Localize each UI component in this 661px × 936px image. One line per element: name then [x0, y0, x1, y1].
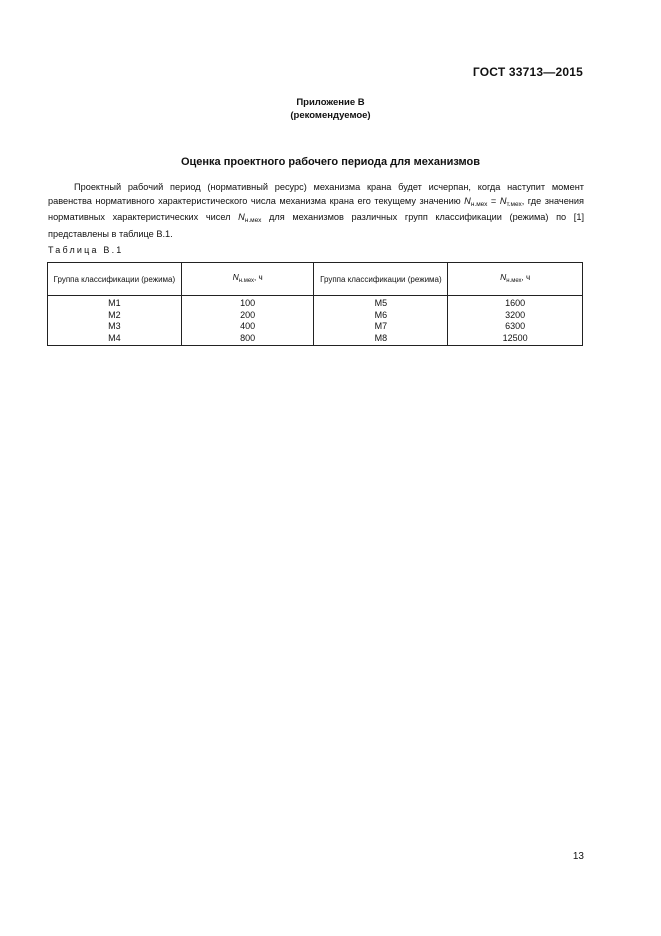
table-row — [48, 296, 583, 310]
cell-group: М3 — [48, 321, 182, 333]
cell-group: М2 — [48, 310, 182, 322]
symbol-sub: н.мех — [244, 217, 262, 225]
para-text-2: , где значения нормативных характеристических чисел — [48, 195, 584, 223]
table-row — [48, 321, 583, 333]
table-row — [48, 310, 583, 322]
symbol-sub: н.мех — [238, 277, 255, 284]
cell-value: 800 — [181, 333, 314, 346]
cell-group: М7 — [314, 321, 448, 333]
cell-value: 400 — [181, 321, 314, 333]
appendix-header — [0, 96, 661, 122]
symbol-n: N — [464, 195, 471, 206]
page-number: 13 — [572, 851, 584, 862]
symbol-n: N — [238, 212, 245, 223]
table-header-row — [48, 263, 583, 296]
equals-sign: = — [487, 195, 500, 206]
symbol-sub: н.мех — [506, 277, 522, 284]
cell-value: 3200 — [448, 310, 583, 322]
para-text-3: для механизмов различных групп классификации (режима) по [1] представлены в таблице В.1. — [48, 212, 584, 239]
symbol-sub: н.мех — [470, 200, 488, 208]
appendix-status: (рекомендуемое) — [290, 110, 371, 121]
cell-group: М6 — [314, 310, 448, 322]
unit-label: , ч — [521, 272, 531, 282]
cell-value: 6300 — [448, 321, 583, 333]
header-n-2 — [448, 263, 583, 296]
cell-value: 200 — [181, 310, 314, 322]
cell-value: 100 — [181, 296, 314, 310]
appendix-title: Приложение В — [296, 97, 365, 108]
table-row — [48, 333, 583, 346]
section-heading: Оценка проектного рабочего периода для механизмов — [180, 156, 481, 168]
body-paragraph — [48, 181, 584, 241]
cell-group: М4 — [48, 333, 182, 346]
symbol-n: N — [232, 271, 239, 282]
unit-label: , ч — [254, 272, 263, 282]
header-group-1: Группа классификации (режима) — [48, 263, 182, 296]
cell-value: 12500 — [448, 333, 583, 346]
standard-id: ГОСТ 33713—2015 — [472, 65, 583, 79]
symbol-sub: т.мех — [506, 200, 522, 208]
cell-group: М1 — [48, 296, 182, 310]
header-n-1 — [181, 263, 314, 296]
table-caption: Таблица В.1 — [48, 245, 124, 255]
classification-table — [47, 262, 583, 346]
cell-group: М5 — [314, 296, 448, 310]
symbol-n: N — [499, 195, 507, 206]
cell-value: 1600 — [448, 296, 583, 310]
para-text-1: Проектный рабочий период (нормативный ресурс) механизма крана будет исчерпан, когда наступит момент равенства нормативного характеристического числа механизма крана его текущему значению — [48, 182, 584, 206]
symbol-n: N — [500, 271, 507, 282]
header-group-2: Группа классификации (режима) — [314, 263, 448, 296]
cell-group: М8 — [314, 333, 448, 346]
